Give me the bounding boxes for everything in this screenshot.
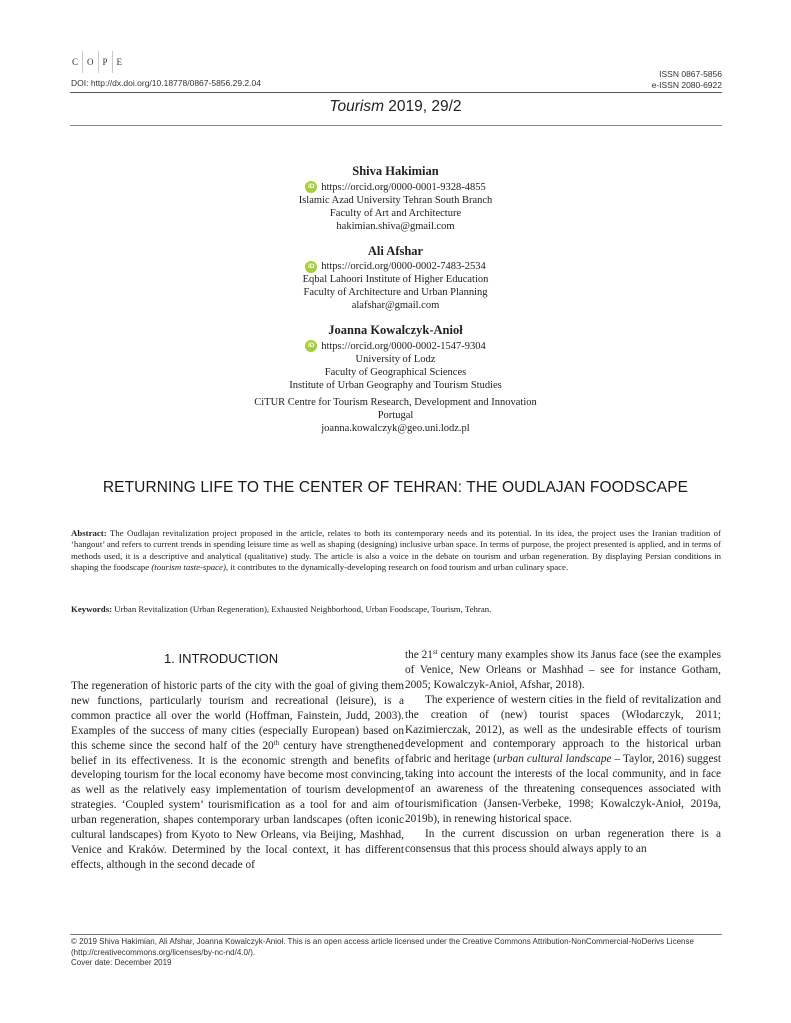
affiliation: Faculty of Architecture and Urban Planning xyxy=(303,287,488,298)
eissn: e-ISSN 2080-6922 xyxy=(651,80,722,90)
journal-issue: 2019, 29/2 xyxy=(383,98,462,115)
keywords-text: Urban Revitalization (Urban Regeneration), Exhausted Neighborhood, Urban Foodscape, Tourism, Tehran. xyxy=(112,604,492,614)
affiliation: Faculty of Geographical Sciences xyxy=(324,366,467,378)
author-2 xyxy=(0,243,791,313)
journal-name: Tourism xyxy=(329,98,384,115)
keywords xyxy=(71,604,721,614)
header-rule xyxy=(70,92,722,93)
paragraph-text: century have strengthened belief in its effectiveness. It is the economic strength and benefits of developing tourism for the local economy have become most convincing, as well as the relatively easy implementation of tourism development strategies. ‘Coupled system’ tourismification as a tool for and aim of urban regeneration, shapes contemporary urban landscapes (often iconic cultural landscapes) from Kyoto to New Orleans, via Beijing, Mashhad, Venice and Kraków. Determined by the local context, it has different effects, although in the second decade of xyxy=(71,739,404,871)
paragraph xyxy=(405,648,721,693)
author-email[interactable]: alafshar@gmail.com xyxy=(351,300,440,311)
orcid-link[interactable] xyxy=(305,181,486,194)
italic-text: urban cultural landscape xyxy=(496,753,612,766)
license-text: © 2019 Shiva Hakimian, Ali Afshar, Joanna Kowalczyk-Anioł. This is an open access article licensed under the Creative Commons Attribution-NonCommercial-NoDerivs License (http://creativecommons.org/licenses/by-nc-nd/4.0/). xyxy=(71,937,694,957)
abstract-text: , it contributes to the dynamically-developing research on food tourism and urban culinary space. xyxy=(225,562,569,573)
orcid-icon: iD xyxy=(305,261,317,273)
paragraph-text: century many examples show its Janus face (see the examples of Venice, New Orleans or Mashhad – see for instance Gotham, 2005; Kowalczyk-Anioł, Afshar, 2018). xyxy=(405,649,721,691)
journal-title xyxy=(0,98,791,116)
affiliation: Eqbal Lahoori Institute of Higher Education xyxy=(302,274,489,285)
affiliation: Institute of Urban Geography and Tourism Studies xyxy=(289,379,502,391)
orcid-url[interactable]: https://orcid.org/0000-0001-9328-4855 xyxy=(321,181,486,193)
abstract-label: Abstract: xyxy=(71,528,107,538)
cope-letter: E xyxy=(112,51,127,73)
author-name: Ali Afshar xyxy=(367,243,424,258)
orcid-icon: iD xyxy=(305,181,317,193)
cope-logo xyxy=(70,51,126,73)
section-heading: 1. INTRODUCTION xyxy=(164,651,279,666)
footer xyxy=(71,937,731,969)
abstract-text: The Oudlajan revitalization project proposed in the article, relates to both its contemporary needs and its potential. In its idea, the project uses the Iranian tradition of ‘hangout’ and refers to current trends in spending leisure time as well as shaping (designing) inclusive urban space. In terms of purpose, the project presented is applied, and in terms of methods used, it is a descriptive and analytical (qualitative) study. The article is also a voice in the debate on tourism and urban regeneration. By displaying Persian conditions in shaping the foodscape xyxy=(71,528,721,573)
orcid-link[interactable] xyxy=(305,260,486,273)
abstract-italic: (tourism taste-space) xyxy=(151,562,226,573)
orcid-icon: iD xyxy=(305,340,317,352)
affiliation: Portugal xyxy=(377,409,414,421)
superscript: th xyxy=(273,738,280,747)
affiliation: University of Lodz xyxy=(355,353,436,365)
cope-letter: O xyxy=(82,51,98,73)
doi-link[interactable]: DOI: http://dx.doi.org/10.18778/0867-5856.29.2.04 xyxy=(71,78,261,88)
orcid-url[interactable]: https://orcid.org/0000-0002-7483-2534 xyxy=(321,261,486,272)
issn: ISSN 0867-5856 xyxy=(659,69,722,79)
keywords-label: Keywords: xyxy=(71,604,113,614)
cope-letter: C xyxy=(72,57,79,67)
cover-date: Cover date: December 2019 xyxy=(71,958,172,968)
paragraph-text: The regeneration of historic parts of the city with the goal of giving them new functions, particularly tourism and recreational (leisure), is a common practice all over the world (Hoffman, Fainstein, Judd, 2003). Examples of the success of many cities (especially European) based on this scheme since the second half of the 20 xyxy=(71,680,404,752)
author-name: Shiva Hakimian xyxy=(352,164,439,178)
author-1 xyxy=(0,163,791,233)
body-column-right xyxy=(405,648,721,857)
paragraph: In the current discussion on urban regeneration there is a consensus that this process should always apply to an xyxy=(405,827,721,855)
paragraph xyxy=(71,679,404,873)
affiliation: CiTUR Centre for Tourism Research, Development and Innovation xyxy=(254,396,537,408)
paragraph-text: The experience of western cities in the field of revitalization and the creation of (new) tourist spaces (Włodarczyk, 2011; Kazimierczak, 2012), as well as the undesirable effects of tourism development and contemporary approach to the historical urban fabric and heritage ( xyxy=(405,693,721,766)
paragraph-text: the 21 xyxy=(405,649,433,661)
orcid-link[interactable] xyxy=(305,340,486,353)
paragraph xyxy=(405,693,721,827)
abstract xyxy=(71,528,721,574)
author-email[interactable]: joanna.kowalczyk@geo.uni.lodz.pl xyxy=(321,422,470,434)
author-name: Joanna Kowalczyk-Anioł xyxy=(328,323,463,337)
paragraph-text: – Taylor, 2016) suggest taking into account the interests of the local community, and in face of an awareness of the threatening consequences associated with tourismification (Jansen-Verbeke, 1998; Kowalczyk-Anioł, 2019a, 2019b), in renewing historical space. xyxy=(405,753,721,825)
orcid-url[interactable]: https://orcid.org/0000-0002-1547-9304 xyxy=(321,340,486,352)
cope-letter: P xyxy=(98,51,112,73)
affiliation: Islamic Azad University Tehran South Branch xyxy=(298,194,493,206)
author-3 xyxy=(0,322,791,435)
author-block xyxy=(0,163,791,445)
affiliation: Faculty of Art and Architecture xyxy=(329,207,462,219)
body-column-left xyxy=(71,679,404,873)
article-title: RETURNING LIFE TO THE CENTER OF TEHRAN: THE OUDLAJAN FOODSCAPE xyxy=(102,479,689,496)
footer-rule xyxy=(70,934,722,935)
issn-block xyxy=(652,69,722,91)
author-email[interactable]: hakimian.shiva@gmail.com xyxy=(336,220,455,232)
superscript: st xyxy=(432,648,438,656)
journal-rule xyxy=(70,125,722,126)
